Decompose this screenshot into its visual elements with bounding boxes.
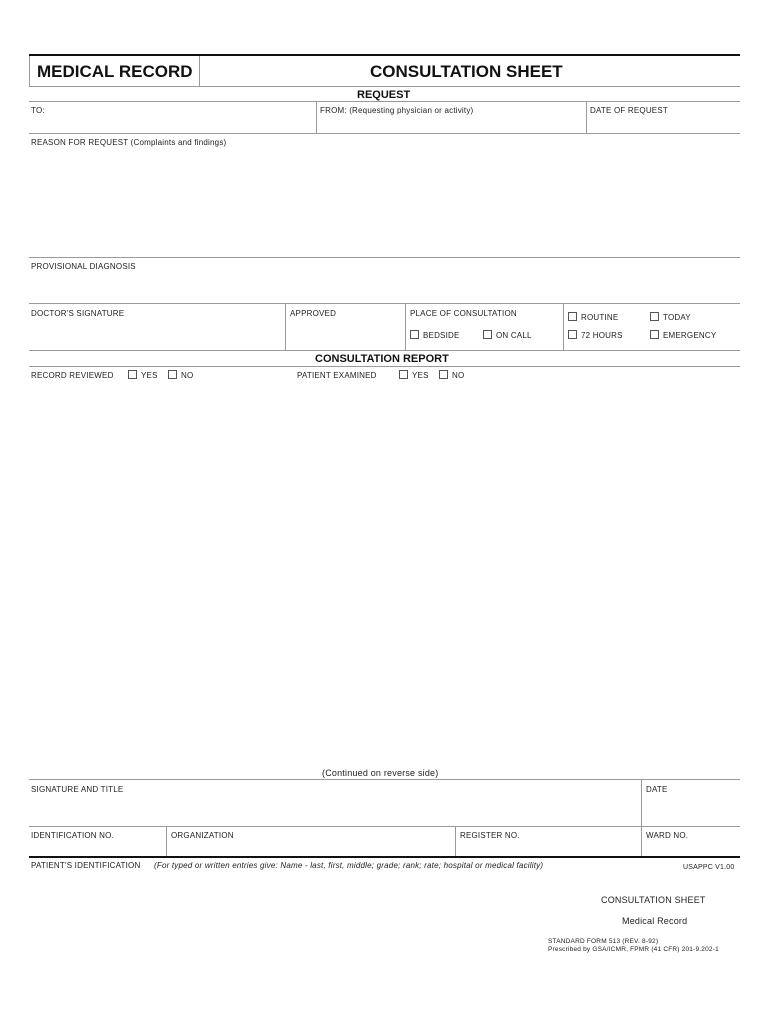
id-org-divider [166, 826, 167, 856]
consultation-sheet-title: CONSULTATION SHEET [370, 62, 563, 81]
approved-label: APPROVED [290, 309, 337, 318]
emergency-label: EMERGENCY [663, 331, 717, 340]
organization-label: ORGANIZATION [171, 831, 234, 840]
patient-examined-yes-checkbox[interactable] [399, 370, 408, 379]
medical-record-title: MEDICAL RECORD [37, 62, 193, 81]
routine-label: ROUTINE [581, 313, 619, 322]
request-bottom-rule [29, 350, 740, 351]
patient-identification-note: (For typed or written entries give: Name - last, first, middle; grade; rank; rate; hospital or medical facility) [154, 861, 544, 870]
record-reviewed-no-checkbox[interactable] [168, 370, 177, 379]
emergency-checkbox[interactable] [650, 330, 659, 339]
request-top-rule [29, 101, 740, 102]
place-urgency-divider [563, 303, 564, 350]
reason-for-request-label: REASON FOR REQUEST (Complaints and findings) [31, 138, 227, 147]
ward-no-label: WARD NO. [646, 831, 689, 840]
from-label: FROM: (Requesting physician or activity) [320, 106, 474, 115]
register-ward-divider [641, 826, 642, 856]
record-reviewed-yes-label: YES [141, 371, 158, 380]
row1-rule [29, 133, 740, 134]
bedside-label: BEDSIDE [423, 331, 460, 340]
request-section-title: REQUEST [357, 89, 411, 101]
patient-examined-yes-label: YES [412, 371, 429, 380]
doctors-signature-label: DOCTOR'S SIGNATURE [31, 309, 125, 318]
to-label: TO: [31, 106, 45, 115]
signature-row-rule [29, 826, 740, 827]
to-from-divider [316, 101, 317, 133]
provisional-diagnosis-field[interactable] [29, 272, 740, 302]
org-register-divider [455, 826, 456, 856]
signature-approved-divider [285, 303, 286, 350]
continued-note: (Continued on reverse side) [322, 768, 439, 778]
patient-identification-label: PATIENT'S IDENTIFICATION [31, 861, 141, 870]
reason-for-request-field[interactable] [29, 148, 740, 256]
on-call-checkbox[interactable] [483, 330, 492, 339]
patient-examined-label: PATIENT EXAMINED [297, 371, 377, 380]
form-number: STANDARD FORM 513 (REV. 8-92) [548, 938, 659, 945]
record-reviewed-yes-checkbox[interactable] [128, 370, 137, 379]
signature-date-divider [641, 779, 642, 826]
place-of-consultation-label: PLACE OF CONSULTATION [410, 309, 517, 318]
register-no-label: REGISTER NO. [460, 831, 520, 840]
patient-examined-no-checkbox[interactable] [439, 370, 448, 379]
prescribed-by: Prescribed by GSA/ICMR, FPMR (41 CFR) 201-9.202-1 [548, 946, 719, 953]
routine-checkbox[interactable] [568, 312, 577, 321]
patient-identification-field[interactable] [29, 872, 529, 992]
72-hours-label: 72 HOURS [581, 331, 623, 340]
header-bottom-rule [198, 86, 740, 87]
provisional-diagnosis-label: PROVISIONAL DIAGNOSIS [31, 262, 136, 271]
on-call-label: ON CALL [496, 331, 532, 340]
date-of-request-label: DATE OF REQUEST [590, 106, 668, 115]
from-date-divider [586, 101, 587, 133]
consultation-report-title: CONSULTATION REPORT [315, 353, 449, 365]
record-reviewed-label: RECORD REVIEWED [31, 371, 114, 380]
report-date-label: DATE [646, 785, 668, 794]
bedside-checkbox[interactable] [410, 330, 419, 339]
record-reviewed-no-label: NO [181, 371, 194, 380]
72-hours-checkbox[interactable] [568, 330, 577, 339]
identification-no-label: IDENTIFICATION NO. [31, 831, 115, 840]
identification-bottom-rule [29, 856, 740, 858]
patient-examined-no-label: NO [452, 371, 465, 380]
approved-place-divider [405, 303, 406, 350]
version-label: USAPPC V1.00 [683, 864, 735, 871]
footer-form-name: CONSULTATION SHEET [601, 895, 706, 905]
signature-and-title-label: SIGNATURE AND TITLE [31, 785, 124, 794]
diagnosis-rule [29, 303, 740, 304]
today-label: TODAY [663, 313, 691, 322]
report-top-rule [29, 366, 740, 367]
today-checkbox[interactable] [650, 312, 659, 321]
reason-rule [29, 257, 740, 258]
continued-rule [29, 779, 740, 780]
footer-record-type: Medical Record [622, 916, 688, 926]
consultation-report-field[interactable] [29, 384, 740, 764]
